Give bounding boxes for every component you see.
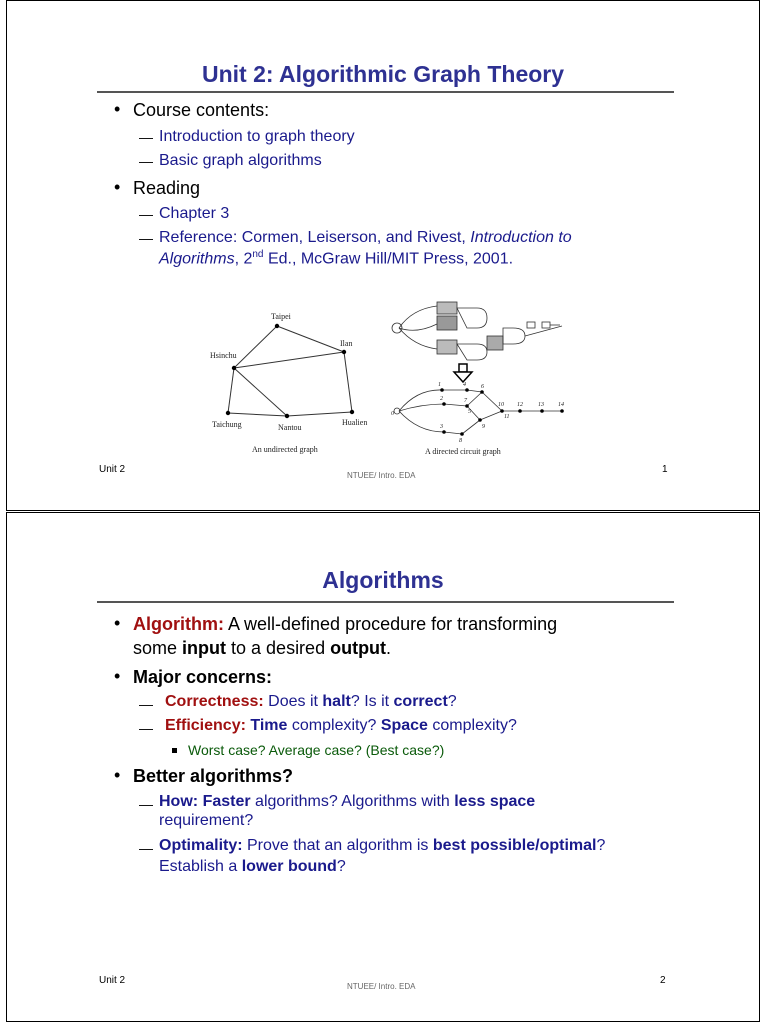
node-ilan [342,350,346,354]
footer-unit: Unit 2 [99,464,126,475]
bullet-major-concerns: Major concerns: [133,667,273,687]
node-taichung [226,411,230,415]
sub-reference-line2: Algorithms, 2nd Ed., McGraw Hill/MIT Press, 2001. [159,249,514,268]
label-ilan: Ilan [340,339,353,348]
label-nantou: Nantou [278,423,302,432]
footer-course: NTUEE/ Intro. EDA [347,982,416,991]
svg-text:2: 2 [440,396,443,402]
node-hualien [350,410,354,414]
sub-how-line2: requirement? [159,812,254,829]
slide-1 [6,0,760,511]
svg-text:7: 7 [464,398,467,404]
sub-how-line1: How: Faster algorithms? Algorithms with less space [159,793,536,810]
svg-text:6: 6 [481,384,484,390]
caption-directed: A directed circuit graph [425,447,501,456]
graph-figure [192,294,570,460]
svg-text:8: 8 [459,438,462,444]
bullet-algorithm-line2: some input to a desired output. [133,638,392,658]
svg-text:13: 13 [538,402,544,408]
bullet-algorithm-line1: Algorithm: A well-defined procedure for transforming [133,614,558,634]
svg-text:14: 14 [558,402,564,408]
footer-page-number: 1 [662,464,668,475]
svg-text:5: 5 [468,409,471,415]
bullet-dot: • [114,765,121,785]
bullet-dot: • [114,177,121,197]
bullet-reading: Reading [133,178,201,198]
caption-undirected: An undirected graph [252,445,318,454]
sub-intro-graph-theory: Introduction to graph theory [159,128,355,145]
dash-marker: — [139,206,153,222]
slide-title: Unit 2: Algorithmic Graph Theory [201,61,565,87]
label-hualien: Hualien [342,418,368,427]
slide-2 [6,512,760,1022]
dash-marker: — [139,230,153,246]
title-rule [97,91,674,93]
svg-text:0: 0 [391,411,394,417]
sub-reference-line1: Reference: Cormen, Leiserson, and Rivest, Introduction to [159,229,572,246]
sub-optimality-line1: Optimality: Prove that an algorithm is best possible/optimal? [159,837,606,854]
node-hsinchu [232,366,236,370]
dash-marker: — [139,696,153,712]
label-hsinchu: Hsinchu [210,351,237,360]
down-arrow [454,364,472,382]
node-taipei [275,324,279,328]
dash-marker: — [139,153,153,169]
footer-unit: Unit 2 [99,975,126,986]
dash-marker: — [139,720,153,736]
directed-graph [399,390,562,434]
bullet-dot: • [114,99,121,119]
footer-page-number: 2 [660,975,666,986]
label-taichung: Taichung [212,420,242,429]
svg-text:11: 11 [504,414,510,420]
bullet-dot: • [114,666,121,686]
bullet-dot: • [114,613,121,633]
node-nantou [285,414,289,418]
svg-text:4: 4 [463,382,466,388]
dash-marker: — [139,796,153,812]
svg-text:9: 9 [482,424,485,430]
svg-text:10: 10 [498,402,504,408]
slide-title: Algorithms [322,567,444,593]
dash-marker: — [139,129,153,145]
undirected-graph [228,326,352,416]
square-bullet [172,748,177,753]
dash-marker: — [139,840,153,856]
footer-course: NTUEE/ Intro. EDA [347,471,416,480]
sub-optimality-line2: Establish a lower bound? [159,858,346,875]
svg-text:1: 1 [438,382,441,388]
sub-correctness: Correctness: Does it halt? Is it correct? [165,693,457,710]
sub-basic-graph-algorithms: Basic graph algorithms [159,152,322,169]
svg-text:12: 12 [517,402,523,408]
sub-sub-cases: Worst case? Average case? (Best case?) [188,742,445,758]
bullet-course-contents: Course contents: [133,100,270,120]
sub-chapter-3: Chapter 3 [159,205,230,222]
svg-text:3: 3 [440,424,443,430]
bullet-better-algorithms: Better algorithms? [133,766,294,786]
label-taipei: Taipei [271,312,291,321]
circuit-schematic [399,302,562,360]
title-rule [97,601,674,603]
sub-efficiency: Efficiency: Time complexity? Space complexity? [165,717,517,734]
